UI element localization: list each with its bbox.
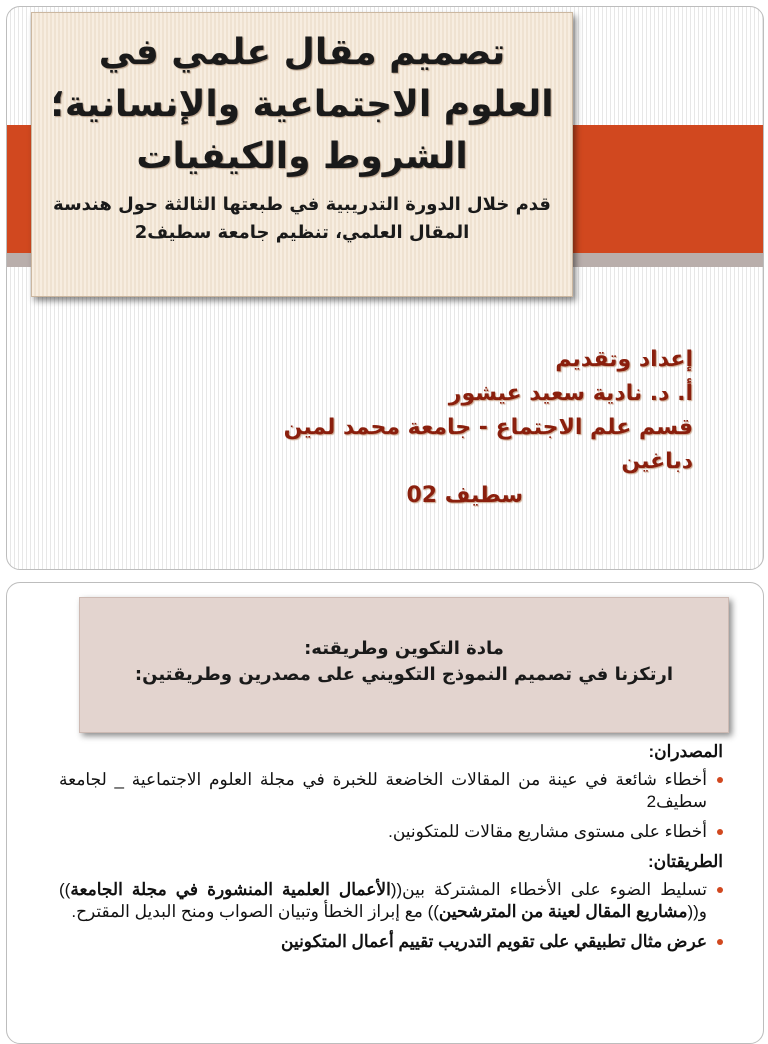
- slide-subtitle: قدم خلال الدورة التدريبية في طبعتها الثالثة حول هندسة المقال العلمي، تنظيم جامعة سطيف2: [53, 194, 551, 243]
- list-item: أخطاء على مستوى مشاريع مقالات للمتكونين.: [59, 821, 723, 843]
- prepared-by-label: إعداد وتقديم: [555, 347, 693, 372]
- title-box: [31, 12, 573, 297]
- author-block: [223, 343, 693, 513]
- slide-body: [59, 739, 723, 961]
- list-item: عرض مثال تطبيقي على تقويم التدريب تقييم أعمال المتكونين: [59, 931, 723, 953]
- sources-list: [59, 769, 723, 843]
- list-item: أخطاء شائعة في عينة من المقالات الخاضعة للخبرة في مجلة العلوم الاجتماعية _ لجامعة سطيف2: [59, 769, 723, 813]
- author-name: أ. د. نادية سعيد عيشور: [448, 381, 693, 406]
- header-line-2: ارتكزنا في تصميم النموذج التكويني على مصدرين وطريقتين:: [134, 664, 674, 685]
- slide-title: تصميم مقال علمي في العلوم الاجتماعية والإنسانية؛ الشروط والكيفيات: [50, 32, 554, 177]
- department: قسم علم الاجتماع - جامعة محمد لمين دباغين: [283, 415, 693, 474]
- bullet-icon: [717, 939, 723, 945]
- city: سطيف 02: [406, 483, 523, 508]
- methods-list: [59, 879, 723, 953]
- content-slide: [6, 582, 764, 1044]
- methods-heading: الطريقتان:: [647, 852, 723, 871]
- bullet-icon: [717, 777, 723, 783]
- list-item: تسليط الضوء على الأخطاء المشتركة بين((الأعمال العلمية المنشورة في مجلة الجامعة)) و((مشاريع المقال لعينة من المترشحين)) مع إبراز الخطأ وتبيان الصواب ومنح البديل المقترح.: [59, 879, 723, 923]
- slide-header-box: [79, 597, 729, 733]
- bullet-icon: [717, 887, 723, 893]
- bullet-icon: [717, 829, 723, 835]
- title-slide: [6, 6, 764, 570]
- header-line-1: مادة التكوين وطريقته:: [304, 638, 504, 659]
- sources-heading: المصدران:: [648, 742, 723, 761]
